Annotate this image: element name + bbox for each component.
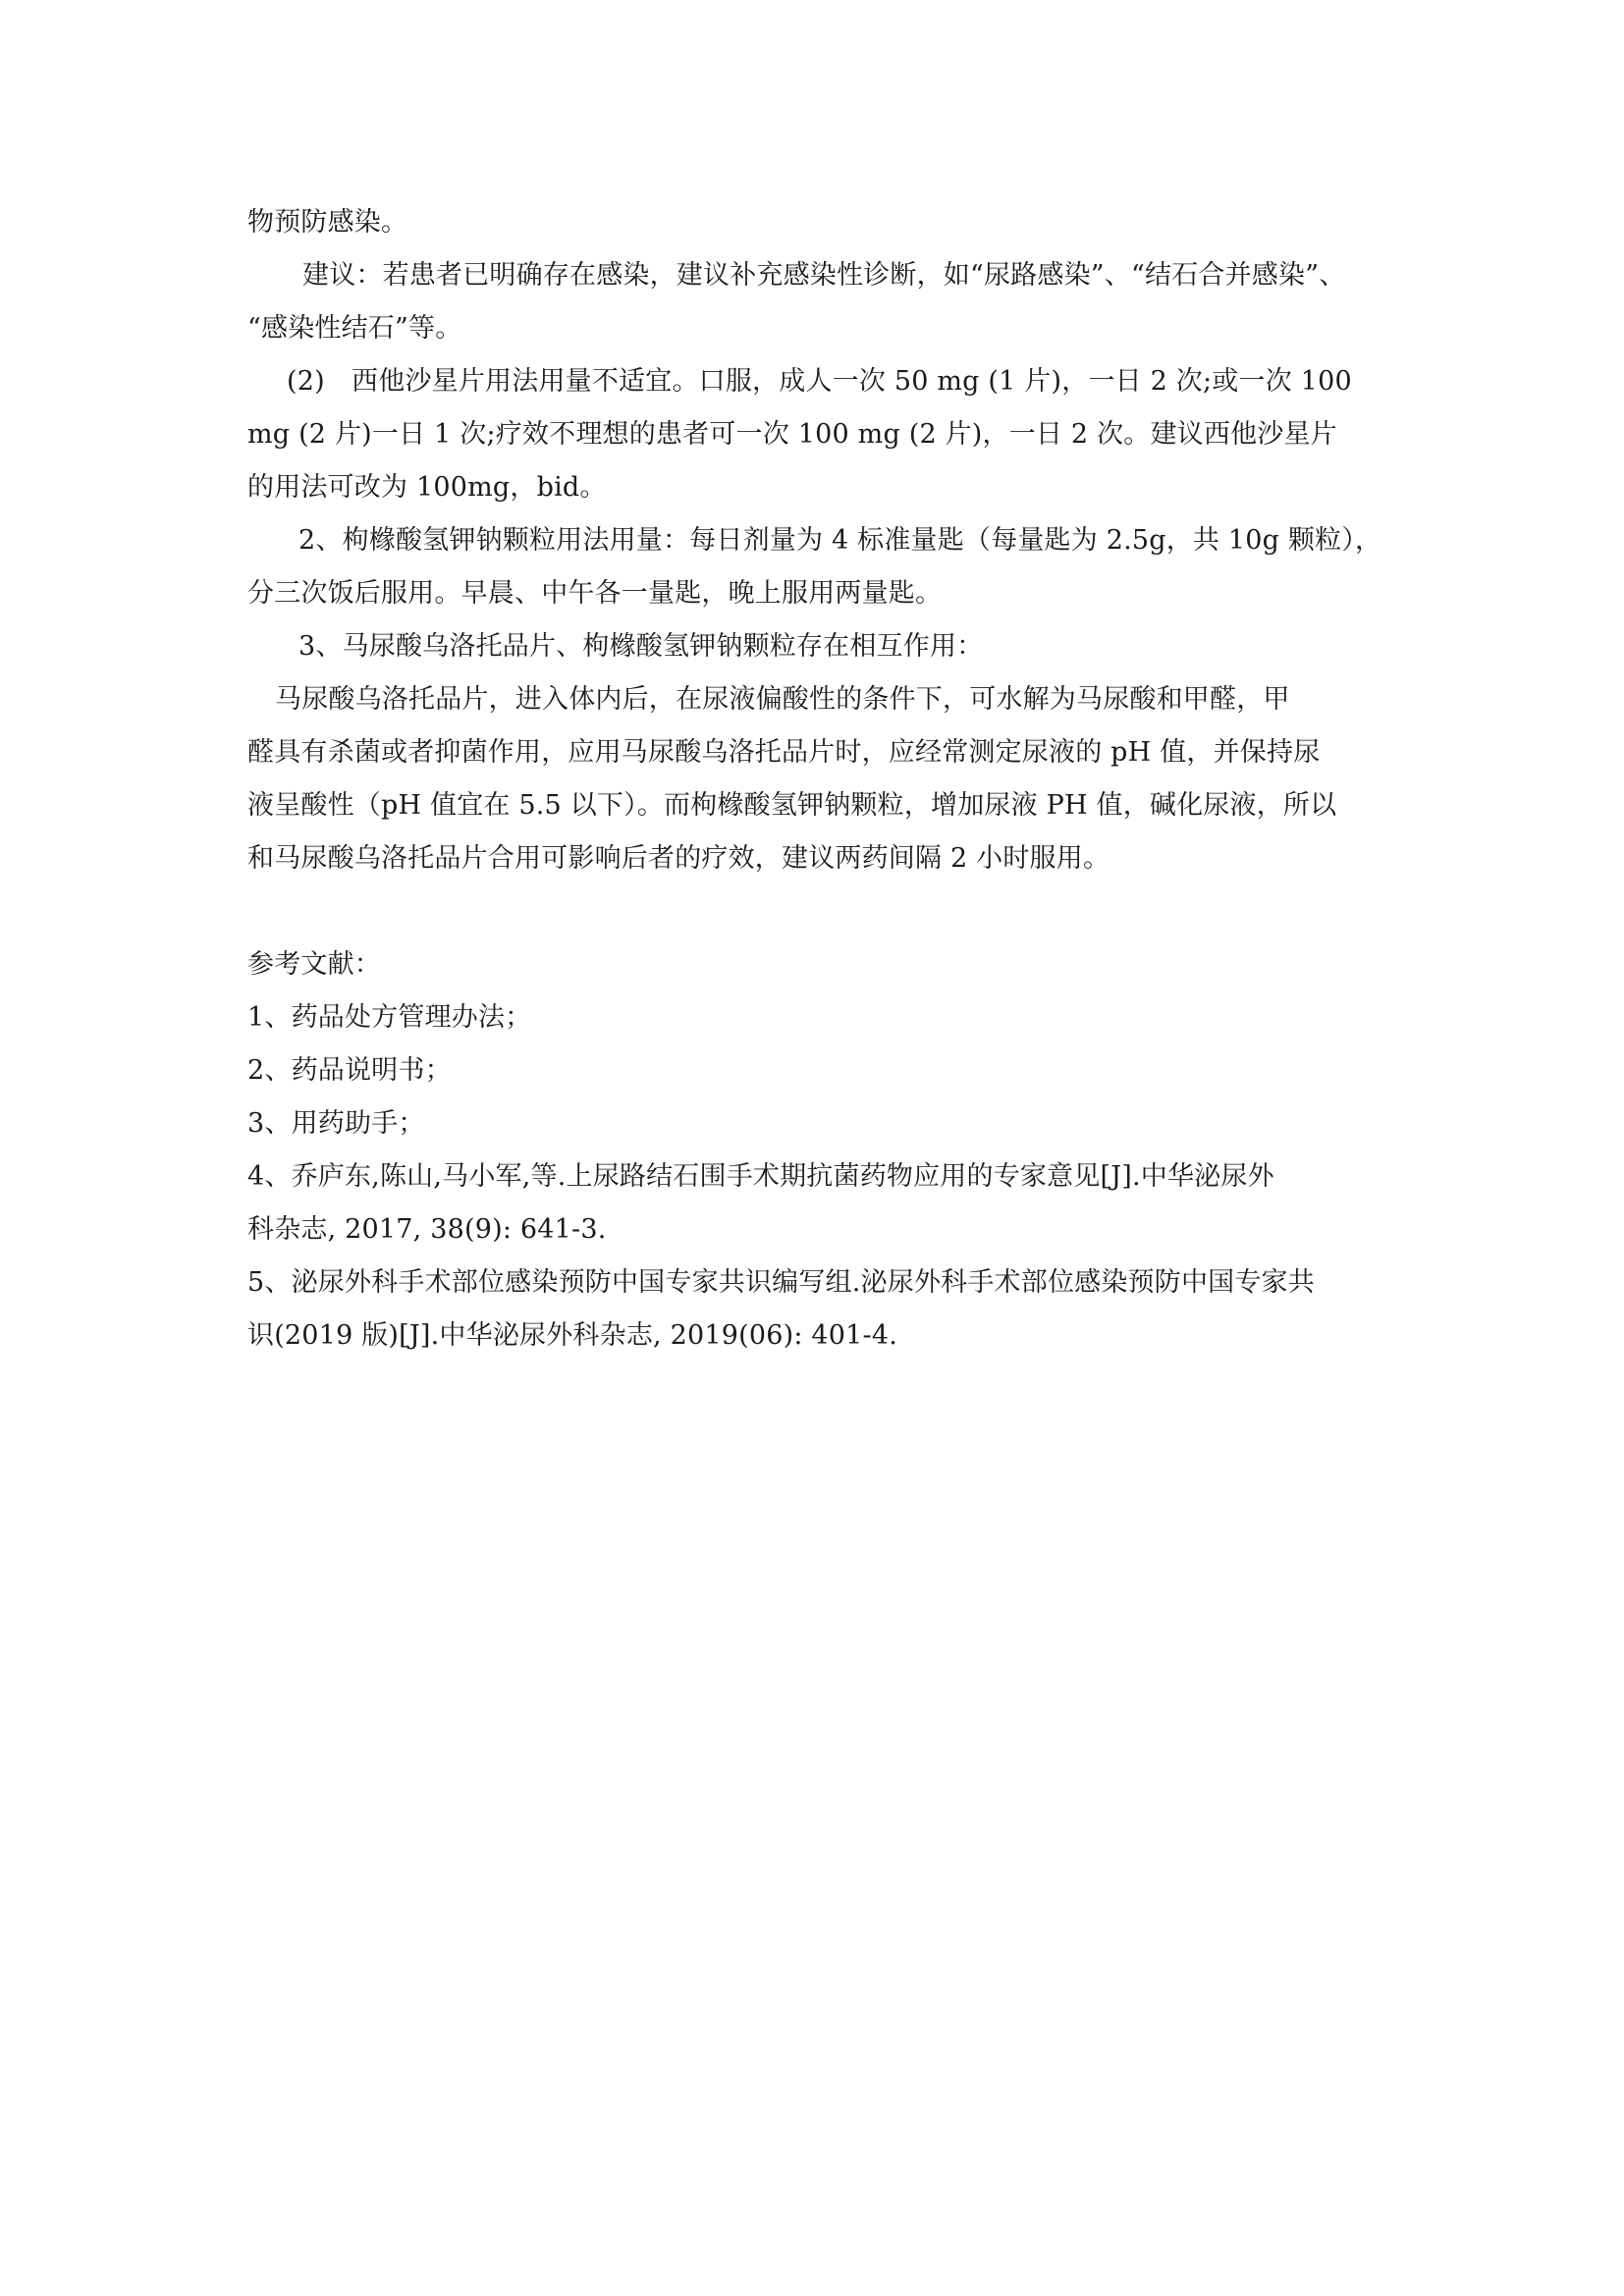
text-line: 的用法可改为 100mg，bid。 [247,472,607,503]
text-line: 3、马尿酸乌洛托品片、枸橼酸氢钾钠颗粒存在相互作用： [298,631,984,662]
reference-item: 1、药品处方管理办法； [247,1002,532,1033]
text-line: 物预防感染。 [247,207,408,238]
document-body [247,196,1386,1362]
text-line: 液呈酸性（pH 值宜在 5.5 以下）。而枸橼酸氢钾钠颗粒，增加尿液 PH 值，碱化尿液，所以 [247,790,1337,821]
reference-item-continued: 识(2019 版)[J].中华泌尿外科杂志, 2019(06): 401-4. [247,1320,898,1351]
text-line: (2) 西他沙星片用法用量不适宜。口服，成人一次 50 mg (1 片)，一日 2 次;或一次 100 [287,366,1352,397]
text-line: 马尿酸乌洛托品片，进入体内后，在尿液偏酸性的条件下，可水解为马尿酸和甲醛，甲 [275,684,1290,715]
reference-item: 4、乔庐东,陈山,马小军,等.上尿路结石围手术期抗菌药物应用的专家意见[J].中华泌尿外 [247,1161,1274,1192]
text-line: 分三次饭后服用。早晨、中午各一量匙，晚上服用两量匙。 [247,578,943,609]
text-line: 醛具有杀菌或者抑菌作用，应用马尿酸乌洛托品片时，应经常测定尿液的 pH 值，并保持尿 [247,737,1321,768]
reference-item-continued: 科杂志, 2017, 38(9): 641-3. [247,1214,607,1245]
text-line: 和马尿酸乌洛托品片合用可影响后者的疗效，建议两药间隔 2 小时服用。 [247,843,1110,874]
references-heading: 参考文献： [247,949,381,980]
reference-item: 2、药品说明书； [247,1055,452,1086]
reference-item: 5、泌尿外科手术部位感染预防中国专家共识编写组.泌尿外科手术部位感染预防中国专家共 [247,1267,1315,1298]
reference-item: 3、用药助手； [247,1108,425,1139]
text-line: 建议：若患者已明确存在感染，建议补充感染性诊断，如“尿路感染”、“结石合并感染”、 [302,260,1346,291]
text-line: mg (2 片)一日 1 次;疗效不理想的患者可一次 100 mg (2 片)，一日 2 次。建议西他沙星片 [247,419,1337,450]
spacer [247,885,1386,938]
text-line: 2、枸橼酸氢钾钠颗粒用法用量：每日剂量为 4 标准量匙（每量匙为 2.5g，共 10g 颗粒）， [298,525,1382,556]
text-line: “感染性结石”等。 [247,313,462,344]
